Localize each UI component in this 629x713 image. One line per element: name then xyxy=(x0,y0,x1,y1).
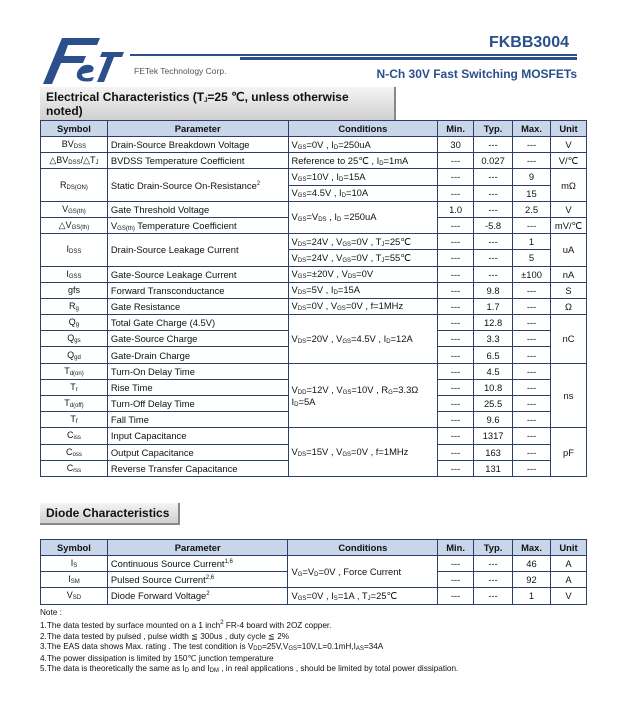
table-row xyxy=(41,298,587,314)
max-cell: 92 xyxy=(513,572,551,588)
note-2: 2.The data tested by pulsed , pulse width ≦ 300us , duty cycle ≦ 2% xyxy=(40,631,290,641)
min-cell: --- xyxy=(438,460,474,476)
unit-cell: V xyxy=(551,137,587,153)
symbol-cell: $I_{SM}$ xyxy=(41,572,108,588)
diode-characteristics-title: Diode Characteristics xyxy=(40,503,180,525)
unit-cell: mΩ xyxy=(551,169,587,201)
typ-cell: --- xyxy=(474,250,513,266)
min-cell: --- xyxy=(438,347,474,363)
max-cell: --- xyxy=(513,347,551,363)
parameter-cell: Pulsed Source Current$^{2,6}$ xyxy=(107,572,288,588)
parameter-cell: Total Gate Charge (4.5V) xyxy=(107,315,288,331)
parameter-cell: Diode Forward Voltage$^2$ xyxy=(107,588,288,604)
min-cell: --- xyxy=(438,217,474,233)
conditions-cell: $V_{DS}=15V$ , $V_{GS}=0V$ , f=1MHz xyxy=(288,428,438,477)
typ-cell: 131 xyxy=(474,460,513,476)
unit-cell: mV/℃ xyxy=(551,217,587,233)
max-cell: 15 xyxy=(513,185,551,201)
min-cell: --- xyxy=(438,282,474,298)
min-cell: --- xyxy=(438,153,474,169)
typ-cell: 6.5 xyxy=(474,347,513,363)
typ-cell: 25.5 xyxy=(474,396,513,412)
conditions-cell: $V_{DS}=0V$ , $V_{GS}=0V$ , f=1MHz xyxy=(288,298,438,314)
symbol-cell: $C_{rss}$ xyxy=(41,460,108,476)
symbol-cell: $V_{GS(th)}$ xyxy=(41,201,108,217)
typ-cell: --- xyxy=(474,201,513,217)
unit-cell: V xyxy=(551,201,587,217)
symbol-cell: $C_{iss}$ xyxy=(41,428,108,444)
parameter-cell: Drain-Source Leakage Current xyxy=(107,234,288,266)
max-cell: --- xyxy=(513,298,551,314)
unit-cell: S xyxy=(551,282,587,298)
max-cell: 9 xyxy=(513,169,551,185)
parameter-cell: Gate Resistance xyxy=(107,298,288,314)
symbol-cell: $Q_g$ xyxy=(41,315,108,331)
symbol-cell: $Q_{gs}$ xyxy=(41,331,108,347)
symbol-cell: $I_{GSS}$ xyxy=(41,266,108,282)
symbol-cell: $R_g$ xyxy=(41,298,108,314)
col-header-conditions: Conditions xyxy=(288,121,438,137)
typ-cell: 4.5 xyxy=(474,363,513,379)
header-rule xyxy=(130,54,577,56)
note-3: 3.The EAS data shows Max. rating . The test condition is $V_{DD}=25V,V_{GS}=10V,L=0.1mH,I_{AS}=34A$ xyxy=(40,641,384,652)
note-5: 5.The data is theoretically the same as $I_D$ and $I_{DM}$ , in real applications , should be limited by total power dissipation. xyxy=(40,664,459,675)
min-cell: --- xyxy=(438,556,474,572)
table-row xyxy=(41,153,587,169)
max-cell: --- xyxy=(513,428,551,444)
symbol-cell: $\triangle BV_{DSS}/\triangle T_J$ xyxy=(41,153,108,169)
symbol-cell: $T_{d(on)}$ xyxy=(41,363,108,379)
col-header-symbol: Symbol xyxy=(41,540,108,556)
col-header-conditions: Conditions xyxy=(288,540,438,556)
table-row xyxy=(41,556,587,572)
max-cell: --- xyxy=(513,412,551,428)
min-cell: --- xyxy=(438,396,474,412)
typ-cell: 10.8 xyxy=(474,379,513,395)
min-cell: --- xyxy=(438,363,474,379)
table-row xyxy=(41,234,587,250)
max-cell: ±100 xyxy=(513,266,551,282)
table-header-row xyxy=(41,121,587,137)
table-row xyxy=(41,137,587,153)
note-4: 4.The power dissipation is limited by 150℃ junction temperature xyxy=(40,654,274,664)
col-header-min: Min. xyxy=(438,540,474,556)
max-cell: 2.5 xyxy=(513,201,551,217)
parameter-cell: Rise Time xyxy=(107,379,288,395)
col-header-symbol: Symbol xyxy=(41,121,108,137)
typ-cell: 9.6 xyxy=(474,412,513,428)
conditions-cell: $V_{GS}=\pm 20V$ , $V_{DS}=0V$ xyxy=(288,266,438,282)
parameter-cell: Gate-Source Charge xyxy=(107,331,288,347)
typ-cell: --- xyxy=(474,572,513,588)
notes-title: Note : xyxy=(40,608,62,617)
max-cell: 5 xyxy=(513,250,551,266)
symbol-cell: $T_r$ xyxy=(41,379,108,395)
table-header-row xyxy=(41,540,587,556)
min-cell: --- xyxy=(438,331,474,347)
typ-cell: 1.7 xyxy=(474,298,513,314)
symbol-cell: $T_f$ xyxy=(41,412,108,428)
typ-cell: 12.8 xyxy=(474,315,513,331)
symbol-cell: $I_S$ xyxy=(41,556,108,572)
part-number: FKBB3004 xyxy=(488,34,569,51)
unit-cell: nA xyxy=(551,266,587,282)
min-cell: --- xyxy=(438,572,474,588)
max-cell: --- xyxy=(513,363,551,379)
symbol-cell: $V_{SD}$ xyxy=(41,588,108,604)
symbol-cell: $T_{d(off)}$ xyxy=(41,396,108,412)
table-row xyxy=(41,282,587,298)
parameter-cell: Drain-Source Breakdown Voltage xyxy=(107,137,288,153)
max-cell: --- xyxy=(513,315,551,331)
typ-cell: --- xyxy=(474,169,513,185)
max-cell: --- xyxy=(513,444,551,460)
col-header-max: Max. xyxy=(513,540,551,556)
typ-cell: 0.027 xyxy=(474,153,513,169)
max-cell: --- xyxy=(513,396,551,412)
symbol-cell: gfs xyxy=(41,282,108,298)
col-header-typ: Typ. xyxy=(474,540,513,556)
min-cell: --- xyxy=(438,379,474,395)
parameter-cell: BVDSS Temperature Coefficient xyxy=(107,153,288,169)
typ-cell: --- xyxy=(474,588,513,604)
min-cell: --- xyxy=(438,250,474,266)
min-cell: --- xyxy=(438,266,474,282)
fetek-logo xyxy=(40,34,132,86)
typ-cell: 9.8 xyxy=(474,282,513,298)
header-rule-thick xyxy=(240,57,577,60)
symbol-cell: $Q_{gd}$ xyxy=(41,347,108,363)
conditions-cell: $V_{DS}=5V$ , $I_D=15A$ xyxy=(288,282,438,298)
unit-cell: ns xyxy=(551,363,587,428)
typ-cell: 1317 xyxy=(474,428,513,444)
typ-cell: --- xyxy=(474,234,513,250)
col-header-min: Min. xyxy=(438,121,474,137)
col-header-max: Max. xyxy=(513,121,551,137)
conditions-cell: Reference to 25℃ , $I_D=1mA$ xyxy=(288,153,438,169)
col-header-parameter: Parameter xyxy=(107,121,288,137)
max-cell: 1 xyxy=(513,234,551,250)
parameter-cell: Turn-Off Delay Time xyxy=(107,396,288,412)
table-row xyxy=(41,363,587,379)
table-row xyxy=(41,315,587,331)
unit-cell: A xyxy=(551,572,587,588)
min-cell: --- xyxy=(438,428,474,444)
min-cell: --- xyxy=(438,444,474,460)
notes-block xyxy=(40,608,458,677)
min-cell: --- xyxy=(438,412,474,428)
unit-cell: Ω xyxy=(551,298,587,314)
parameter-cell: Continuous Source Current$^{1,6}$ xyxy=(107,556,288,572)
conditions-cell: $V_{DD}=12V$ , $V_{GS}=10V$ , $R_G=3.3\Omega$ $I_D=5A$ xyxy=(288,363,438,428)
min-cell: --- xyxy=(438,185,474,201)
min-cell: --- xyxy=(438,315,474,331)
col-header-unit: Unit xyxy=(551,121,587,137)
col-header-parameter: Parameter xyxy=(107,540,288,556)
max-cell: --- xyxy=(513,282,551,298)
typ-cell: --- xyxy=(474,556,513,572)
typ-cell: --- xyxy=(474,137,513,153)
conditions-cell: $V_{DS}=24V$ , $V_{GS}=0V$ , $T_J=55℃$ xyxy=(288,250,438,266)
max-cell: --- xyxy=(513,153,551,169)
parameter-cell: $V_{GS(th)}$ Temperature Coefficient xyxy=(107,217,288,233)
unit-cell: V xyxy=(551,588,587,604)
min-cell: 1.0 xyxy=(438,201,474,217)
conditions-cell: $V_{GS}=V_{DS}$ , $I_D =250uA$ xyxy=(288,201,438,233)
symbol-cell: $R_{DS(ON)}$ xyxy=(41,169,108,201)
conditions-cell: $V_{DS}=20V$ , $V_{GS}=4.5V$ , $I_D=12A$ xyxy=(288,315,438,364)
diode-characteristics-table xyxy=(40,539,587,605)
col-header-unit: Unit xyxy=(551,540,587,556)
min-cell: --- xyxy=(438,169,474,185)
unit-cell: V/℃ xyxy=(551,153,587,169)
symbol-cell: $\triangle V_{GS(th)}$ xyxy=(41,217,108,233)
electrical-characteristics-title: Electrical Characteristics ($T_J=25$ ℃, unless otherwise noted) xyxy=(40,87,396,123)
max-cell: --- xyxy=(513,460,551,476)
min-cell: --- xyxy=(438,588,474,604)
conditions-cell: $V_{GS}=10V$ , $I_D=15A$ xyxy=(288,169,438,185)
parameter-cell: Input Capacitance xyxy=(107,428,288,444)
conditions-cell: $V_{GS}=0V$ , $I_S=1A$ , $T_J=25℃$ xyxy=(288,588,438,604)
conditions-cell: $V_G=V_D=0V$ , Force Current xyxy=(288,556,438,588)
parameter-cell: Gate-Source Leakage Current xyxy=(107,266,288,282)
table-row xyxy=(41,201,587,217)
min-cell: --- xyxy=(438,234,474,250)
conditions-cell: $V_{DS}=24V$ , $V_{GS}=0V$ , $T_J=25℃$ xyxy=(288,234,438,250)
conditions-cell: $V_{GS}=0V$ , $I_D=250uA$ xyxy=(288,137,438,153)
symbol-cell: $C_{oss}$ xyxy=(41,444,108,460)
parameter-cell: Fall Time xyxy=(107,412,288,428)
max-cell: --- xyxy=(513,379,551,395)
min-cell: --- xyxy=(438,298,474,314)
product-subtitle: N-Ch 30V Fast Switching MOSFETs xyxy=(376,67,577,81)
company-name: FETek Technology Corp. xyxy=(134,66,227,76)
parameter-cell: Reverse Transfer Capacitance xyxy=(107,460,288,476)
parameter-cell: Gate Threshold Voltage xyxy=(107,201,288,217)
note-1: 1.The data tested by surface mounted on a 1 inch$^2$ FR-4 board with 2OZ copper. xyxy=(40,620,332,631)
parameter-cell: Forward Transconductance xyxy=(107,282,288,298)
typ-cell: --- xyxy=(474,185,513,201)
table-row xyxy=(41,169,587,185)
electrical-characteristics-table xyxy=(40,120,587,477)
max-cell: --- xyxy=(513,331,551,347)
typ-cell: --- xyxy=(474,266,513,282)
max-cell: --- xyxy=(513,137,551,153)
table-row xyxy=(41,588,587,604)
parameter-cell: Turn-On Delay Time xyxy=(107,363,288,379)
conditions-cell: $V_{GS}=4.5V$ , $I_D=10A$ xyxy=(288,185,438,201)
unit-cell: A xyxy=(551,556,587,572)
unit-cell: pF xyxy=(551,428,587,477)
parameter-cell: Static Drain-Source On-Resistance$^2$ xyxy=(107,169,288,201)
typ-cell: -5.8 xyxy=(474,217,513,233)
min-cell: 30 xyxy=(438,137,474,153)
col-header-typ: Typ. xyxy=(474,121,513,137)
symbol-cell: $I_{DSS}$ xyxy=(41,234,108,266)
table-row xyxy=(41,266,587,282)
parameter-cell: Output Capacitance xyxy=(107,444,288,460)
table-row xyxy=(41,428,587,444)
max-cell: 1 xyxy=(513,588,551,604)
max-cell: --- xyxy=(513,217,551,233)
typ-cell: 3.3 xyxy=(474,331,513,347)
unit-cell: uA xyxy=(551,234,587,266)
max-cell: 46 xyxy=(513,556,551,572)
unit-cell: nC xyxy=(551,315,587,364)
typ-cell: 163 xyxy=(474,444,513,460)
symbol-cell: $BV_{DSS}$ xyxy=(41,137,108,153)
parameter-cell: Gate-Drain Charge xyxy=(107,347,288,363)
